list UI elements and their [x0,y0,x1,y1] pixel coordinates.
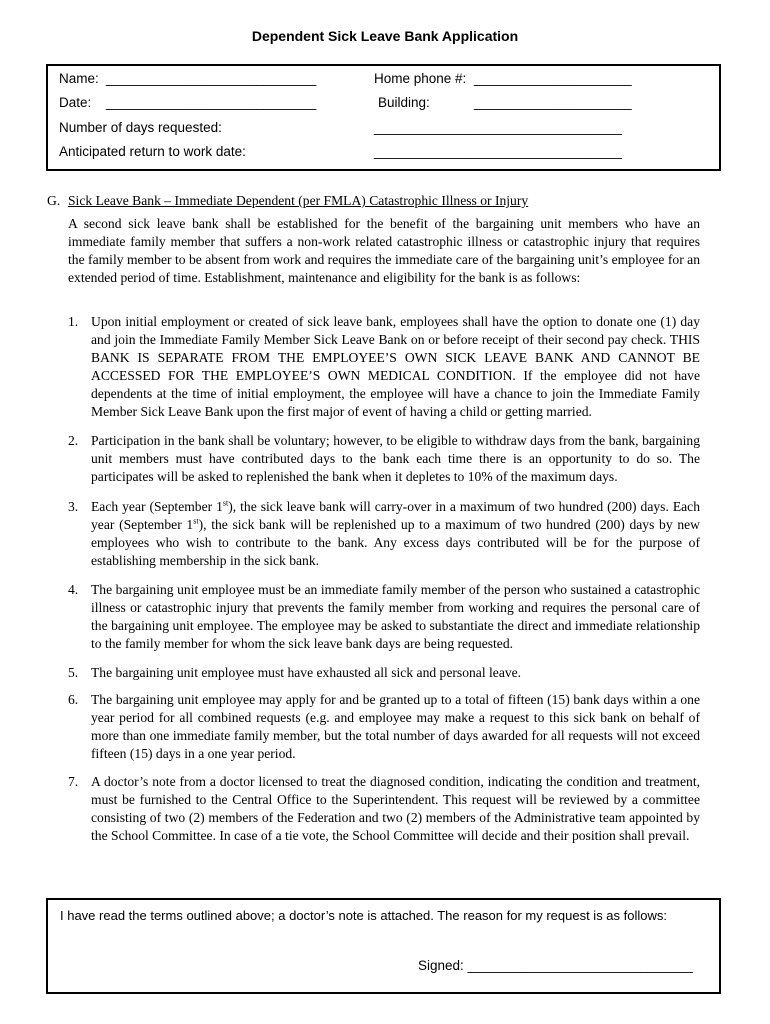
signed-label: Signed: [418,958,464,973]
list-item-number: 3. [68,499,79,514]
date-field[interactable]: ____________________________ [106,95,317,110]
list-item-text: The bargaining unit employee must have exhausted all sick and personal leave. [91,665,522,680]
return-date-label: Anticipated return to work date: [59,144,246,159]
superscript: st [193,516,199,526]
list-item [68,664,700,682]
home-phone-label: Home phone #: [374,71,467,86]
document-title: Dependent Sick Leave Bank Application [251,28,519,44]
list-item-number: 1. [68,314,79,329]
superscript: st [222,498,229,508]
list-item-text: The bargaining unit employee must be an immediate family member of the person who sustained a catastrophic illness or catastrophic injury that prevents the family member from working and requires the personal care of the bargaining unit employee. The employee may be asked to substantiate the direct and immediate relationship to the family member for whom the sick leave bank days are being requested. [91,582,700,651]
section-letter: G. [47,193,61,208]
list-item [68,691,700,763]
list-item-text-part: Each year (September 1 [91,499,223,514]
list-item [68,581,700,653]
list-item-number: 4. [68,582,79,597]
list-item-text: Participation in the bank shall be voluntary; however, to be eligible to withdraw days from the bank, bargaining unit members must have contributed days to the bank each time there is an opportunity to do so. The participates will be asked to replenished the bank when it depletes to 10% of the maximum days. [91,433,700,484]
list-item-number: 5. [68,665,79,680]
list-item-text [91,499,700,568]
list-item-text-part: ), the sick bank will be replenished up to a maximum of two hundred (200) days by new employees who wish to contribute to the bank. Any excess days contributed will be for the purpose of establishing membership in the sick bank. [91,517,700,568]
section-heading [47,192,528,210]
list-item-text: The bargaining unit employee may apply for and be granted up to a total of fifteen (15) bank days within a one year period for all combined requests (e.g. and employee may make a request to this sick bank on behalf of more than one immediate family member, but the total number of days awarded for all requests will not exceed fifteen (15) days in a one year period. [91,692,700,761]
list-item-number: 7. [68,774,79,789]
building-field[interactable]: _____________________ [474,95,632,110]
list-item [68,498,700,570]
terms-list [68,313,700,845]
signature-field[interactable]: ______________________________ [467,958,693,973]
days-requested-field[interactable]: _________________________________ [374,120,622,135]
list-item-text: Upon initial employment or created of sick leave bank, employees shall have the option to donate one (1) day and join the Immediate Family Member Sick Leave Bank on or before receipt of their second pay check. THIS BANK IS SEPARATE FROM THE EMPLOYEE’S OWN SICK LEAVE BANK AND CANNOT BE ACCESSED FOR THE EMPLOYEE’S OWN MEDICAL CONDITION. If the employee did not have dependents at the time of initial employment, the employee will have a chance to join the Immediate Family Member Sick Leave Bank upon the first major of event of having a child or getting married. [91,314,700,419]
list-item [68,313,700,421]
list-item [68,773,700,845]
list-item-number: 6. [68,692,79,707]
name-field[interactable]: ____________________________ [106,71,317,86]
list-item-text-part: ), the sick leave bank will carry-over in a maximum of two hundred (200) days. Each year (September 1 [91,499,700,532]
acknowledgement-text: I have read the terms outlined above; a doctor’s note is attached. The reason for my request is as follows: [60,908,668,923]
signature-line[interactable] [418,958,693,973]
list-item-text: A doctor’s note from a doctor licensed to treat the diagnosed condition, indicating the condition and treatment, must be furnished to the Central Office to the Superintendent. This request will be reviewed by a committee consisting of two (2) members of the Federation and two (2) members of the Administrative team appointed by the School Committee. In case of a tie vote, the School Committee will decide and their position shall prevail. [91,774,700,843]
section-title: Sick Leave Bank – Immediate Dependent (per FMLA) Catastrophic Illness or Injury [68,193,529,208]
list-item [68,432,700,486]
list-item-number: 2. [68,433,79,448]
building-label: Building: [378,95,430,110]
section-intro: A second sick leave bank shall be established for the benefit of the bargaining unit members who have an immediate family member that suffers a non-work related catastrophic illness or catastrophic injury that requires the family member to be absent from work and requires the immediate care of the bargaining unit’s employee for an extended period of time. Establishment, maintenance and eligibility for the bank is as follows: [68,216,700,285]
return-date-field[interactable]: _________________________________ [374,144,622,159]
date-label: Date: [59,95,92,110]
name-label: Name: [59,71,99,86]
days-requested-label: Number of days requested: [59,120,222,135]
home-phone-field[interactable]: _____________________ [474,71,632,86]
